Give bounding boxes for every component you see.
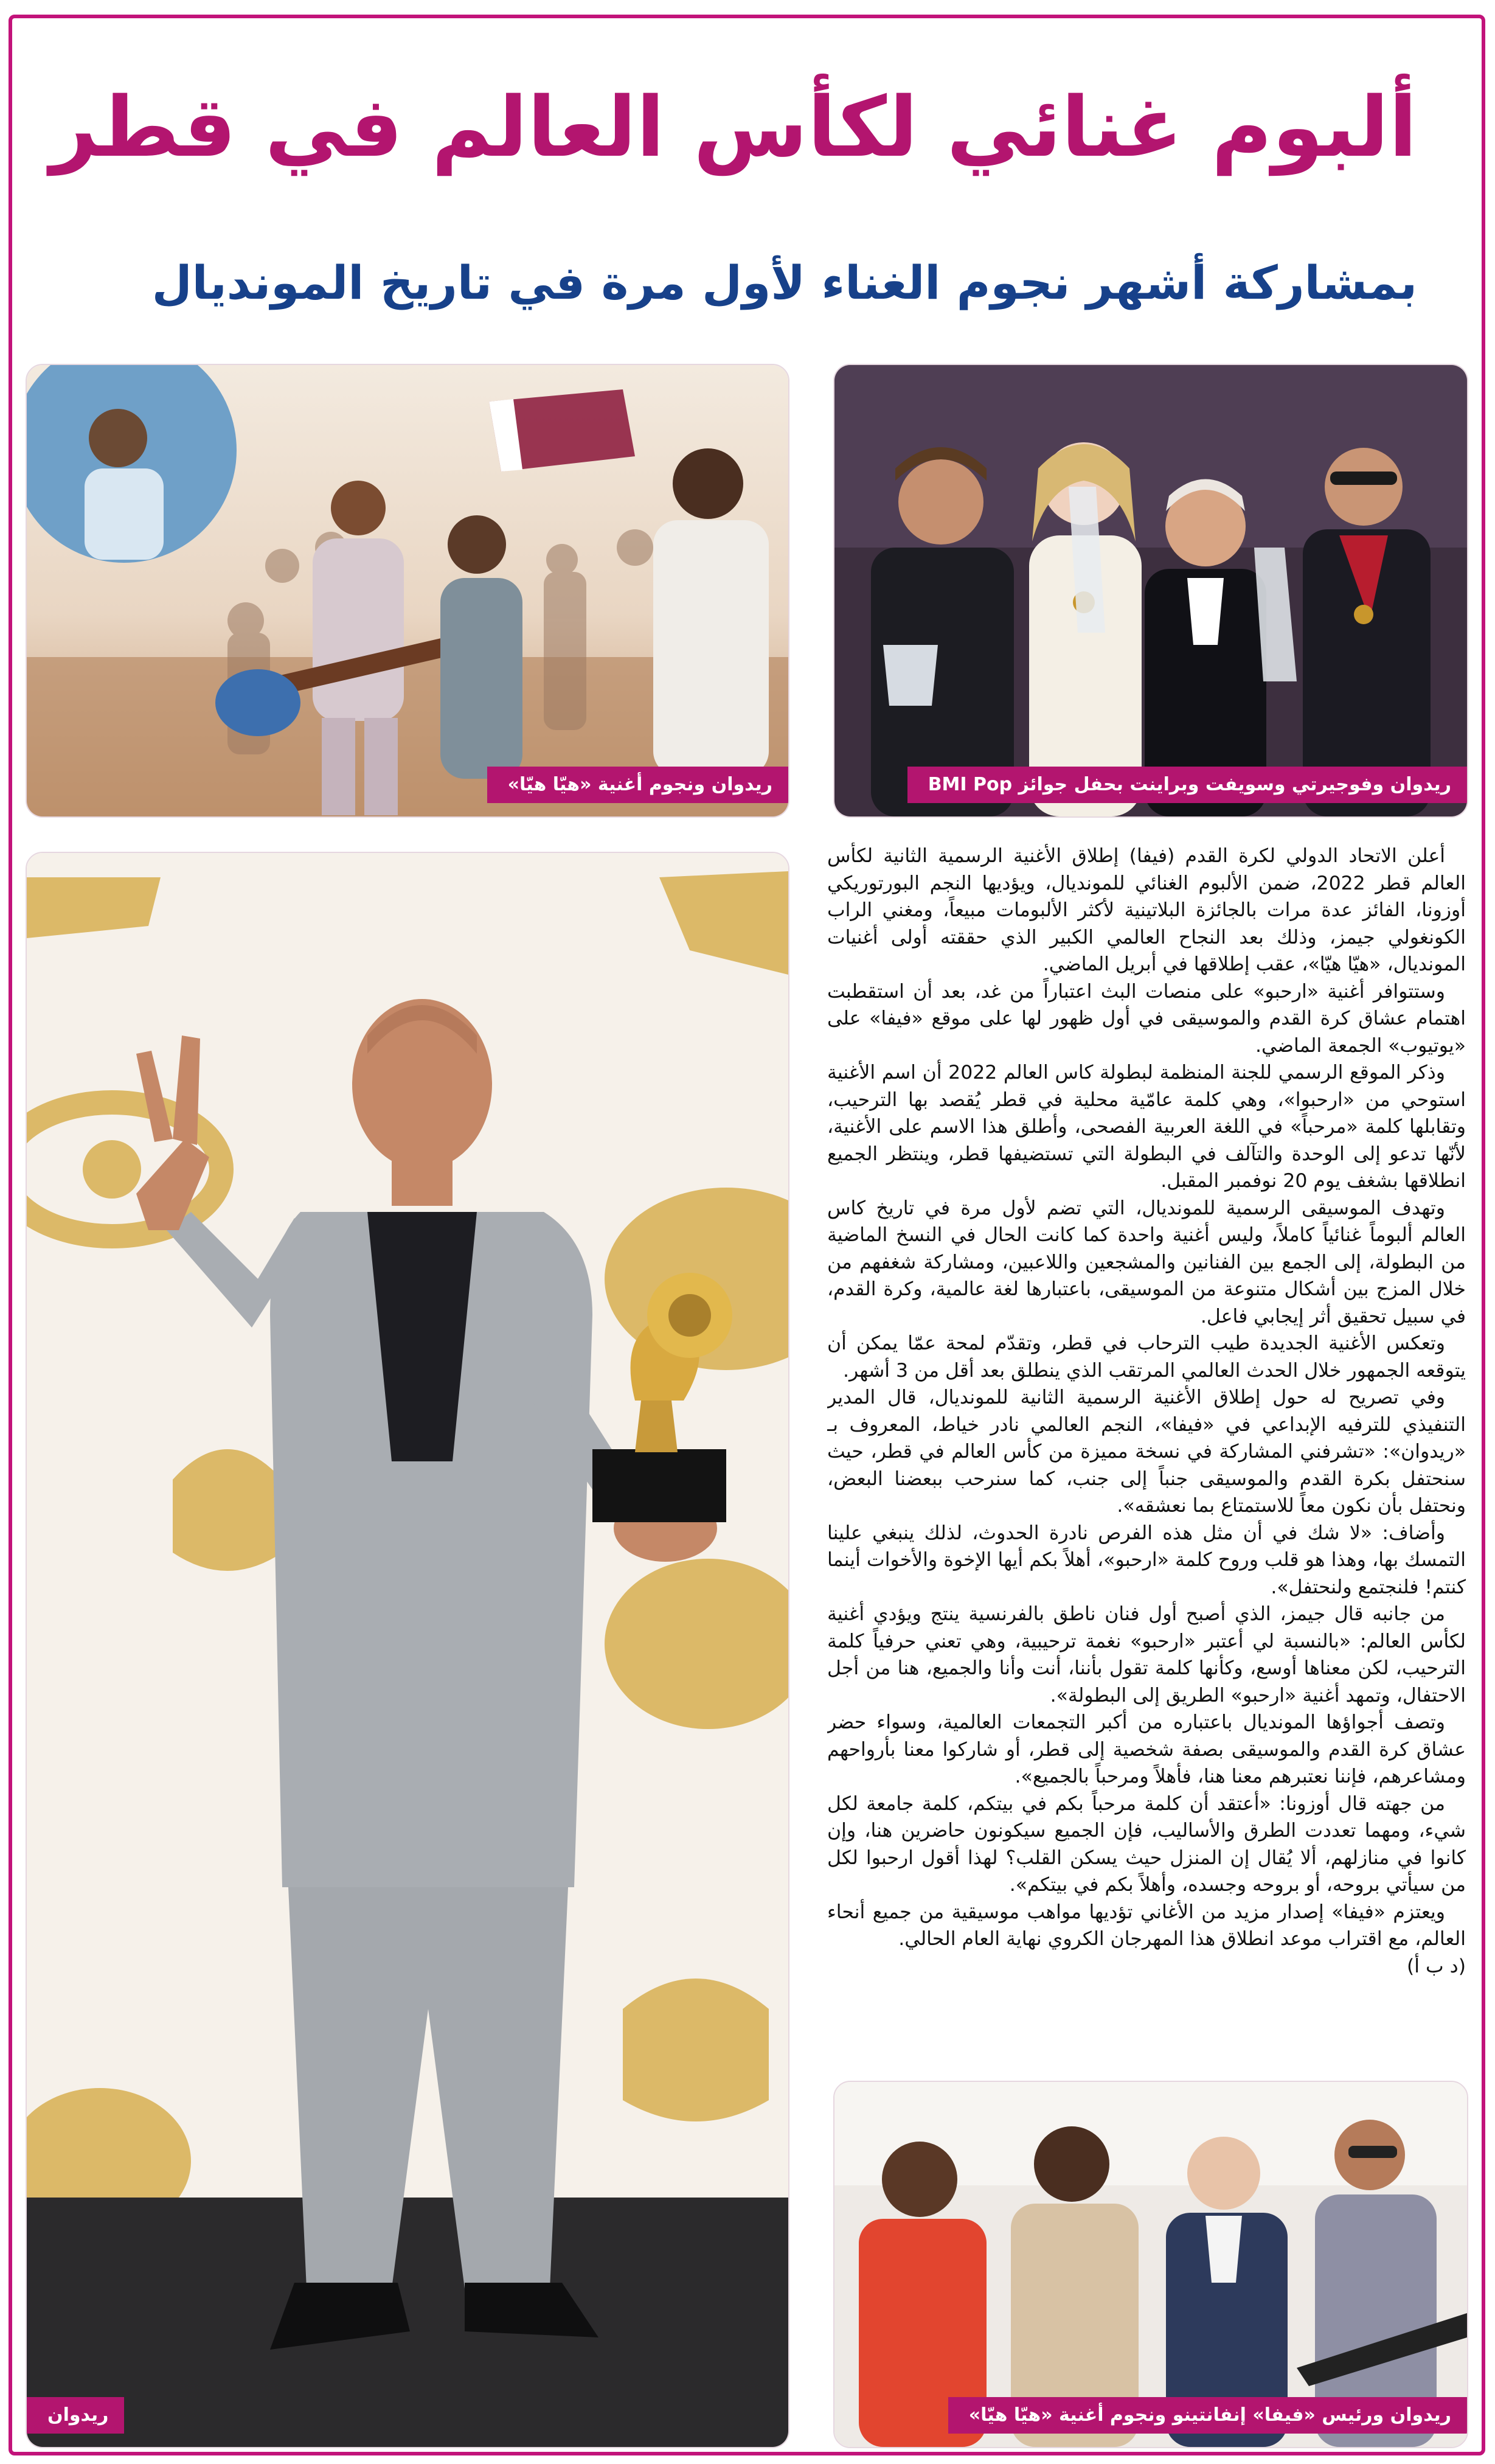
article-body [827, 843, 1466, 2023]
caption-fifa-group: ريدوان ورئيس «فيفا» إنفانتينو ونجوم أغنية «هيّا هيّا» [948, 2397, 1467, 2434]
article-paragraph: وتصف أجواؤها المونديال باعتباره من أكبر التجمعات العالمية، وسواء حضر عشاق كرة القدم والموسيقى بصفة شخصية إلى قطر، أو شاركوا معنا بأرواحهم ومشاعرهم، فإننا نعتبرهم معنا هنا، فأهلاً ومرحباً بالجميع». [827, 1711, 1466, 1787]
article-paragraph: ويعتزم «فيفا» إصدار مزيد من الأغاني تؤديها مواهب موسيقية من جميع أنحاء العالم، مع اقتراب موعد انطلاق هذا المهرجان الكروي نهاية العام الحالي. [827, 1901, 1466, 1950]
newspaper-page [9, 15, 1485, 2455]
crowd-scene-image [27, 365, 788, 816]
article-paragraph: وأضاف: «لا شك في أن مثل هذه الفرص نادرة الحدوث، لذلك ينبغي علينا التمسك بها، وهذا هو قلب وروح كلمة «ارحبو»، أهلاً بكم أيها الإخوة والأخوات أينما كنتم! فلنجتمع ولنحتفل». [827, 1522, 1466, 1598]
article-paragraph: وتهدف الموسيقى الرسمية للمونديال، التي تضم لأول مرة في تاريخ كاس العالم ألبوماً غنائياً كاملاً، وليس أغنية واحدة كما كانت الحال في النسخ الماضية من البطولة، إلى الجمع بين الفنانين والمشجعين واللاعبين، ومشاركة شغفهم من خلال المزج بين أشكال متنوعة من الموسيقى، باعتبارها لغة عالمية، وكرة القدم، في سبيل تحقيق أثر إيجابي فاعل. [827, 1197, 1466, 1328]
photo-redone-grammy [26, 852, 789, 2448]
caption-song-stars: ريدوان ونجوم أغنية «هيّا هيّا» [487, 767, 788, 803]
article-paragraph: وذكر الموقع الرسمي للجنة المنظمة لبطولة كاس العالم 2022 أن اسم الأغنية استوحي من «ارحبوا»، وهي كلمة عامّية محلية في قطر يُقصد بها الترحيب، وتقابلها كلمة «مرحباً» في اللغة العربية الفصحى، وأطلق هذا الاسم على الأغنية، لأنّها تدعو إلى الوحدة والتآلف في البطولة التي تستضيفها قطر، وينتظر الجميع انطلاقها بشغف يوم 20 نوفمبر المقبل. [827, 1062, 1466, 1192]
grammy-portrait-image [27, 853, 788, 2447]
photo-bmi-awards [833, 364, 1468, 818]
subheadline: بمشاركة أشهر نجوم الغناء لأول مرة في تاريخ المونديال [151, 256, 1417, 310]
article-byline: (د ب أ) [1406, 1955, 1466, 1977]
article-paragraph: وتعكس الأغنية الجديدة طيب الترحاب في قطر، وتقدّم لمحة عمّا يمكن أن يتوقعه الجمهور خلال الحدث العالمي المرتقب الذي ينطلق بعد أقل من 3 أشهر. [827, 1332, 1466, 1382]
photo-song-stars [26, 364, 789, 818]
headline: ألبوم غنائي لكأس العالم في قطر [50, 80, 1417, 176]
article-paragraph: أعلن الاتحاد الدولي لكرة القدم (فيفا) إطلاق الأغنية الرسمية الثانية لكأس العالم قطر 2022، ضمن الألبوم الغنائي للمونديال، ويؤديها النجم البورتوريكي أوزونا، الفائز عدة مرات بالجائزة البلاتينية لأكثر الألبومات مبيعاً، ومغني الراب الكونغولي جيمز، وذلك بعد النجاح العالمي الكبير الذي حققته أولى أغنيات المونديال، «هيّا هيّا»، عقب إطلاقها في أبريل الماضي. [827, 845, 1466, 975]
article-paragraph: وستتوافر أغنية «ارحبو» على منصات البث اعتباراً من غد، بعد أن استقطبت اهتمام عشاق كرة القدم والموسيقى في أول ظهور لها على موقع «فيفا» على «يوتيوب» الجمعة الماضي. [827, 980, 1466, 1057]
article-paragraph: من جانبه قال جيمز، الذي أصبح أول فنان ناطق بالفرنسية ينتج ويؤدي أغنية لكأس العالم: «بالنسبة لي أعتبر «ارحبو» نغمة ترحيبية، وهي تعني حرفياً كلمة الترحيب، لكن معناها أوسع، وكأنها كلمة تقول بأننا، أنت وأنا والجميع، هنا من أجل الاحتفال، وتمهد أغنية «ارحبو» الطريق إلى البطولة». [827, 1603, 1466, 1707]
photo-fifa-group [833, 2081, 1468, 2448]
caption-bmi-awards: ريدوان وفوجيرتي وسويفت وبراينت بحفل جوائز BMI Pop [907, 767, 1467, 803]
fifa-group-image [834, 2082, 1467, 2447]
article-paragraph: من جهته قال أوزونا: «أعتقد أن كلمة مرحباً بكم في بيتكم، كلمة جامعة لكل شيء، ومهما تعددت الطرق والأساليب، فإن الجميع سيكونون حاضرين هنا، وإن كانوا في منازلهم، ألا يُقال إن المنزل حيث يسكن القلب؟ لهذا أقول ارحبوا لكل من سيأتي بروحه، أو بروحه وجسده، وأهلاً بكم في بيتكم». [827, 1792, 1466, 1896]
article-paragraph: وفي تصريح له حول إطلاق الأغنية الرسمية الثانية للمونديال، قال المدير التنفيذي للترفيه الإبداعي في «فيفا»، النجم العالمي نادر خياط، المعروف بـ «ريدوان»: «تشرفني المشاركة في نسخة مميزة من كأس العالم في قطر، حيث سنحتفل بكرة القدم والموسيقى جنباً إلى جنب، كما سنرحب ببعضنا البعض، ونحتفل بأن نكون معاً للاستمتاع بما نعشقه». [827, 1387, 1466, 1517]
caption-redone: ريدوان [27, 2397, 124, 2434]
awards-group-image [834, 365, 1467, 816]
